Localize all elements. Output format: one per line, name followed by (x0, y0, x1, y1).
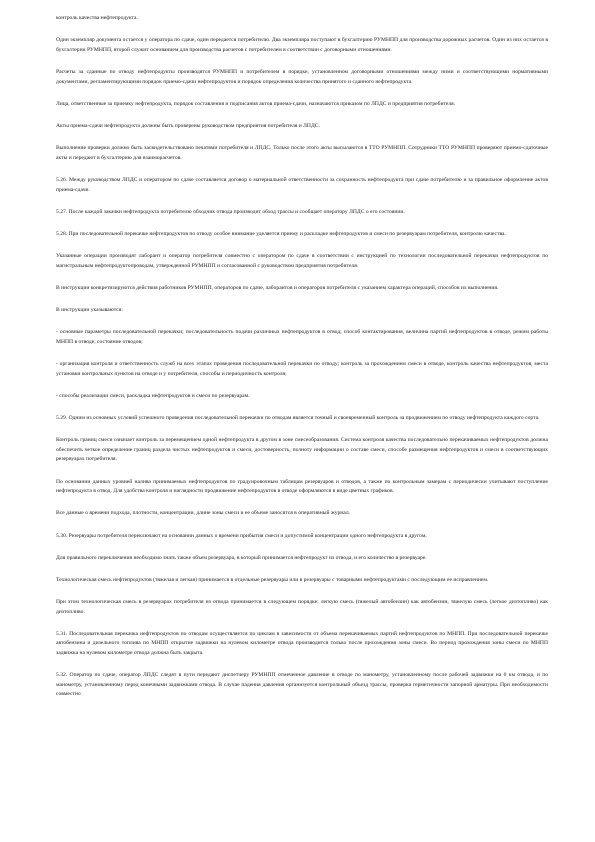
paragraph-5-27: 5.27. После каждой закачки нефтепродукта потребителю обходчик отвода производит обход трассы и сообщает оператору ЛПДС о его состоянии. (56, 208, 405, 215)
paragraph-5-28: 5.28. При последовательной перекачке нефтепродуктов по отводу особое внимание уделяется приему и раскладке нефтепродуктов и смеси по резервуарам потребителя, контролю качества. (56, 230, 506, 237)
paragraph: Один экземпляр документа остается у оператора по сдаче, один передается потребителю. Два экземпляра поступают в бухгалтерию РУМНПП для производства дорожных расчетов. Один из них остается в бухгалтерии РУМНПП, второй служит основанием для производства расчетов с потребителем в соответствии с договорными отношениями. (56, 37, 548, 53)
paragraph-5-26: 5.26. Между руководством ЛПДС и оператором по сдаче составляется договор о материальной ответственности за сохранность нефтепродукта при сдаче потребителю и за правильное оформление актов приема-сдачи. (56, 176, 548, 193)
bullet-item: - способы реализации смеси, раскладка нефтепродуктов и смеси по резервуарам. (56, 392, 250, 399)
paragraph-5-30: 5.30. Резервуары потребителя переключают на основании данных о времени прибытия смеси и допустимой концентрации одного нефтепродукта в другом. (56, 532, 427, 539)
paragraph-5-29: 5.29. Одним из основных условий успешного проведения последовательной перекачки по отводам является точный и своевременный контроль за продвижением по отводу нефтепродукта каждого сорта. (56, 414, 540, 421)
paragraph: Выполнение проверки должно быть засвидетельствовано печатями потребителя и ЛПДС. Только после этого акты высылаются в ТТО РУМНПП. Сотрудники ТТО РУМНПП проверяют приемо-сдаточные акты и передают в бухгалтерию для взаиморасчетов. (56, 145, 548, 161)
paragraph: Акты приема-сдачи нефтепродукта должны быть проверены руководством предприятия потребителя и ЛПДС. (56, 122, 320, 129)
paragraph: Лица, ответственные за приемку нефтепродукта, порядок составления и подписания актов приема-сдачи, назначаются приказом по ЛПДС и предприятия потребителя. (56, 100, 456, 107)
bullet-item: - организация контроля и ответственность служб на всех этапах проведения последовательной перекачки по отводу; контроль за прохождением смеси в отводе, контроль качества нефтепродуктов, места установки контрольных пунктов на отводе и у потребителя, способы и периодичность контроля; (56, 361, 548, 377)
bullet-item: - основные параметры последовательной перекачки; последовательность подачи различных нефтепродуктов в отвод; способ контактирования, величина партий нефтепродуктов в отводе, режим работы МНПП в отводе, состояние отводов; (56, 329, 548, 345)
paragraph: Все данные о времени подхода, плотности, концентрации, длине зоны смеси и ее объеме заносятся в оперативный журнал. (56, 510, 351, 517)
paragraph: При этом технологическая смесь в резервуарах потребителя из отвода принимается в следующем порядке: легкую смесь (тяжелый автобензин) как автобензин, тяжелую смесь (легкое дизтопливо) как дизтопливо. (56, 599, 548, 615)
paragraph: Указанные операции производят лаборант и оператор потребителя совместно с оператором по сдаче в соответствии с инструкцией по технологии последовательной перекачки нефтепродуктов по магистральным нефтепродуктопроводам, утвержденной РУМНПП и согласованной с руководством предприятия потребителя. (56, 253, 548, 269)
paragraph: Расчеты за сданные по отводу нефтепродукты производятся РУМНПП и потребителем в порядке, установленном договорными отношениями между ними и соответствующими нормативными документами, регламентирующими порядок приемо-сдачи нефтепродуктов и порядок определения количества принятого и сданного нефтепродукта. (56, 68, 548, 85)
paragraph-5-32: 5.32. Оператор по сдаче, оператор ЛПДС следят в пути передают диспетчеру РУМНПП отмеченное давление в отводе по манометру, установленному после рабочей задвижки на 0 км отвода, и по манометру, установленному перед конечными задвижками отвода. В случае падения давления организуется контрольный объезд трассы, проверка герметичности запорной арматуры. При необходимости совместно (56, 672, 548, 698)
document-body (56, 14, 548, 713)
paragraph: Технологическая смесь нефтепродуктов (тяжелая и легкая) принимается в отдельные резервуары или в резервуары с товарными нефтепродуктами с последующим ее исправлением. (56, 576, 489, 583)
paragraph: Контроль границ смеси означает контроль за перемещением одной нефтепродукта в другом в зоне смесеобразования. Система контроля качества последовательно перекачиваемых нефтепродуктов должна обеспечить четкое определение границ раздела чистых нефтепродуктов и смеси, достоверность, полноту информации о составе смеси, способе размещения нефтепродуктов и смеси в соответствующих резервуарах потребителя. (56, 437, 548, 463)
paragraph-5-31: 5.31. Последовательная перекачка нефтепродуктов по отводам осуществляется по циклам в зависимости от объема перекачиваемых партий нефтепродуктов по МНПП. При последовательной перекачке автобензина и дизельного топлива по МНПП открытие задвижки на нулевом километре отвода производится только после прохождения зоны смеси. Во период прохождения зоны смеси по МНПП задвижка на нулевом километре отвода должна быть закрыта. (56, 630, 548, 657)
paragraph: контроль качества нефтепродукта. (56, 15, 138, 21)
paragraph: В инструкции конкретизируются действия работников РУМНПП, операторов по сдаче, лаборантов и операторов потребителя с указанием характера операций, способов их выполнения. (56, 284, 499, 291)
paragraph: По основании данных уровней налива принимаемых нефтепродуктов по градуировочным таблицам резервуаров и отводов, а также по контрольным замерам с периодически учитывают поступление нефтепродукта в отвод. Для удобства контроля и наглядности продвижение нефтепродуктов в отводе оформляются в виде цветных графиков. (56, 478, 548, 495)
paragraph: В инструкции указываются: (56, 307, 123, 314)
paragraph: Для правильного переключения необходимо знать также объем резервуара, в который принимается нефтепродукт из отвода, и его количество в резервуаре. (56, 554, 427, 561)
